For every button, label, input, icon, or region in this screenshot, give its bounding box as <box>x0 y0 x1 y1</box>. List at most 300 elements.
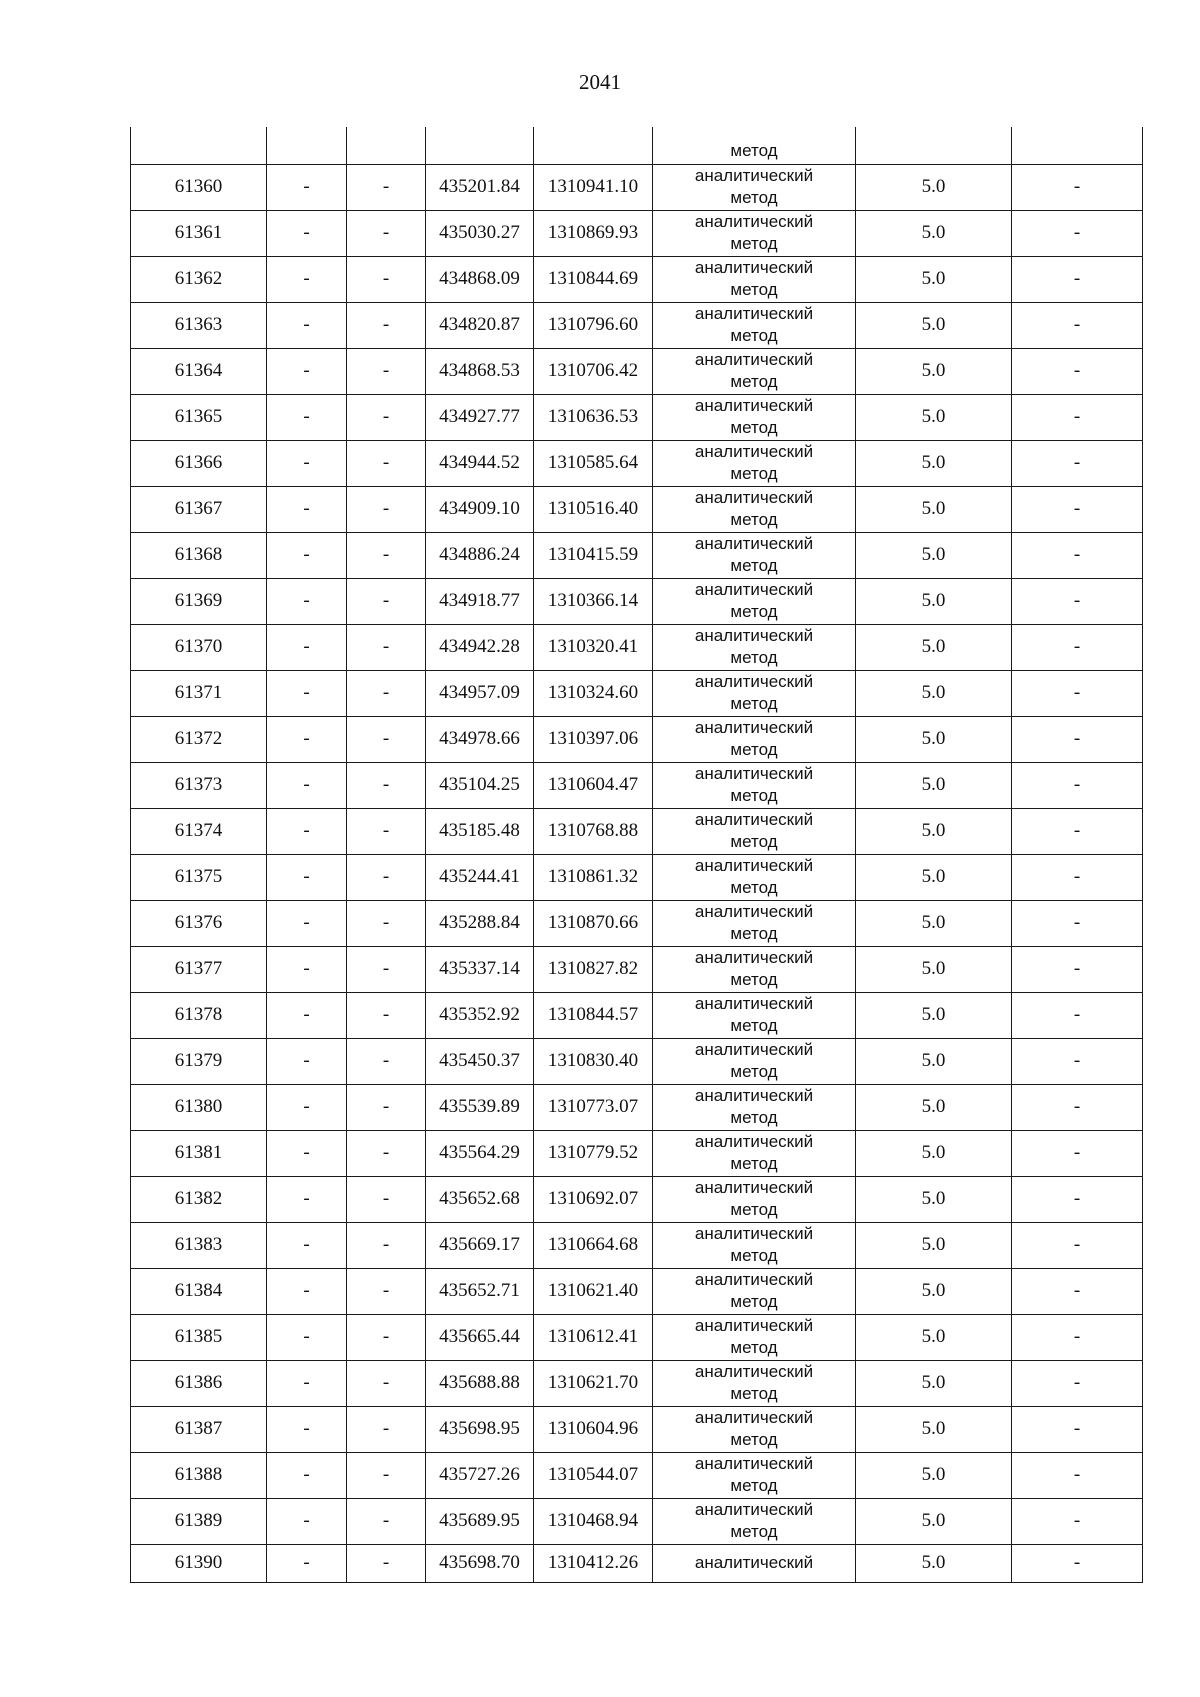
blank-cell: - <box>267 348 347 394</box>
point-number-cell: 61381 <box>131 1130 267 1176</box>
method-line-2: метод <box>730 924 778 943</box>
x-coordinate-cell: 435104.25 <box>426 762 534 808</box>
method-cell <box>653 808 856 854</box>
method-cell <box>653 946 856 992</box>
method-line-1: аналитический <box>694 488 814 507</box>
x-coordinate-cell: 435665.44 <box>426 1314 534 1360</box>
method-cell <box>653 394 856 440</box>
method-line-1: аналитический <box>694 350 814 369</box>
x-coordinate-cell: 435030.27 <box>426 210 534 256</box>
table-row <box>131 1452 1143 1498</box>
x-coordinate-cell: 435201.84 <box>426 164 534 210</box>
blank-cell: - <box>1012 1176 1143 1222</box>
blank-cell: - <box>1012 256 1143 302</box>
table-row-last <box>131 1544 1143 1582</box>
method-cell <box>653 348 856 394</box>
blank-cell: - <box>347 164 426 210</box>
x-coordinate-cell: 434868.53 <box>426 348 534 394</box>
x-coordinate-cell: 434942.28 <box>426 624 534 670</box>
method-line-2: метод <box>730 602 778 621</box>
blank-cell: - <box>267 808 347 854</box>
blank-cell: - <box>267 1360 347 1406</box>
blank-cell: - <box>1012 716 1143 762</box>
method-line-1: аналитический <box>694 1454 814 1473</box>
blank-cell: - <box>267 670 347 716</box>
point-number-cell: 61384 <box>131 1268 267 1314</box>
table-row <box>131 532 1143 578</box>
y-coordinate-cell: 1310844.69 <box>534 256 653 302</box>
accuracy-cell: 5.0 <box>856 1498 1012 1544</box>
blank-cell: - <box>347 256 426 302</box>
blank-cell: - <box>1012 302 1143 348</box>
method-line-1: аналитический <box>694 948 814 967</box>
y-coordinate-cell: 1310706.42 <box>534 348 653 394</box>
y-coordinate-cell: 1310324.60 <box>534 670 653 716</box>
method-cell <box>653 716 856 762</box>
accuracy-cell: 5.0 <box>856 624 1012 670</box>
blank-cell: - <box>267 624 347 670</box>
blank-cell: - <box>1012 670 1143 716</box>
y-coordinate-cell: 1310366.14 <box>534 578 653 624</box>
method-line-1: аналитический <box>694 1270 814 1289</box>
method-line-2: метод <box>730 1338 778 1357</box>
blank-cell: - <box>267 578 347 624</box>
method-cell <box>653 1498 856 1544</box>
table-row <box>131 1314 1143 1360</box>
method-line-1: аналитический <box>694 902 814 921</box>
point-number-cell: 61360 <box>131 164 267 210</box>
blank-cell: - <box>1012 624 1143 670</box>
blank-cell: - <box>267 1130 347 1176</box>
method-cell <box>653 762 856 808</box>
method-line-2: метод <box>730 418 778 437</box>
method-cell <box>653 256 856 302</box>
point-number-cell: 61374 <box>131 808 267 854</box>
table-row <box>131 624 1143 670</box>
x-coordinate-cell: 435352.92 <box>426 992 534 1038</box>
y-coordinate-cell: 1310412.26 <box>534 1544 653 1582</box>
y-coordinate-cell: 1310779.52 <box>534 1130 653 1176</box>
method-line-2: метод <box>730 878 778 897</box>
blank-cell: - <box>1012 1406 1143 1452</box>
method-line-1: аналитический <box>694 258 814 277</box>
accuracy-cell: 5.0 <box>856 854 1012 900</box>
method-line-2: метод <box>730 1108 778 1127</box>
method-cell <box>653 1084 856 1130</box>
blank-cell: - <box>347 854 426 900</box>
accuracy-cell: 5.0 <box>856 210 1012 256</box>
point-number-cell: 61390 <box>131 1544 267 1582</box>
blank-cell: - <box>267 992 347 1038</box>
blank-cell: - <box>267 256 347 302</box>
accuracy-cell: 5.0 <box>856 946 1012 992</box>
table-row <box>131 1038 1143 1084</box>
accuracy-cell: 5.0 <box>856 808 1012 854</box>
blank-cell: - <box>1012 486 1143 532</box>
method-cell: аналитический <box>653 1544 856 1582</box>
x-coordinate-cell: 435450.37 <box>426 1038 534 1084</box>
blank-cell: - <box>347 1130 426 1176</box>
method-line-2: метод <box>730 1016 778 1035</box>
y-coordinate-cell: 1310604.96 <box>534 1406 653 1452</box>
method-line-2: метод <box>730 648 778 667</box>
blank-cell: - <box>267 440 347 486</box>
point-number-cell: 61373 <box>131 762 267 808</box>
method-line-2: метод <box>730 1522 778 1541</box>
blank-cell: - <box>1012 164 1143 210</box>
method-cell <box>653 670 856 716</box>
accuracy-cell: 5.0 <box>856 1222 1012 1268</box>
table-row <box>131 992 1143 1038</box>
blank-cell: - <box>347 1406 426 1452</box>
point-number-cell: 61369 <box>131 578 267 624</box>
point-number-cell: 61361 <box>131 210 267 256</box>
x-coordinate-cell: 435698.70 <box>426 1544 534 1582</box>
table-body <box>131 127 1143 1582</box>
x-coordinate-cell: 435539.89 <box>426 1084 534 1130</box>
blank-cell: - <box>1012 900 1143 946</box>
blank-cell: - <box>1012 992 1143 1038</box>
point-number-cell: 61368 <box>131 532 267 578</box>
accuracy-cell: 5.0 <box>856 486 1012 532</box>
x-coordinate-cell: 435337.14 <box>426 946 534 992</box>
method-line-2: метод <box>730 326 778 345</box>
y-coordinate-cell: 1310664.68 <box>534 1222 653 1268</box>
x-coordinate-cell: 435689.95 <box>426 1498 534 1544</box>
method-line-2: метод <box>730 372 778 391</box>
blank-cell: - <box>347 1084 426 1130</box>
x-coordinate-cell: 435727.26 <box>426 1452 534 1498</box>
table-row <box>131 1360 1143 1406</box>
blank-cell: - <box>1012 946 1143 992</box>
table-row <box>131 1084 1143 1130</box>
blank-cell: - <box>347 716 426 762</box>
table-cell <box>426 127 534 164</box>
method-cell <box>653 1360 856 1406</box>
method-line-1: аналитический <box>694 718 814 737</box>
point-number-cell: 61388 <box>131 1452 267 1498</box>
method-cell <box>653 992 856 1038</box>
table-row <box>131 1498 1143 1544</box>
y-coordinate-cell: 1310941.10 <box>534 164 653 210</box>
method-cell <box>653 440 856 486</box>
blank-cell: - <box>1012 1038 1143 1084</box>
x-coordinate-cell: 435669.17 <box>426 1222 534 1268</box>
y-coordinate-cell: 1310768.88 <box>534 808 653 854</box>
blank-cell: - <box>267 164 347 210</box>
table-row <box>131 716 1143 762</box>
point-number-cell: 61385 <box>131 1314 267 1360</box>
table-cell <box>267 127 347 164</box>
method-line-2: метод <box>730 1246 778 1265</box>
method-cell <box>653 900 856 946</box>
blank-cell: - <box>1012 1268 1143 1314</box>
accuracy-cell: 5.0 <box>856 1406 1012 1452</box>
point-number-cell: 61376 <box>131 900 267 946</box>
method-line-1: аналитический <box>694 396 814 415</box>
blank-cell: - <box>1012 1084 1143 1130</box>
point-number-cell: 61377 <box>131 946 267 992</box>
method-line-1: аналитический <box>694 994 814 1013</box>
method-line-2: метод <box>730 1384 778 1403</box>
blank-cell: - <box>267 1314 347 1360</box>
blank-cell: - <box>1012 394 1143 440</box>
blank-cell: - <box>1012 348 1143 394</box>
blank-cell: - <box>267 210 347 256</box>
blank-cell: - <box>347 578 426 624</box>
accuracy-cell: 5.0 <box>856 1544 1012 1582</box>
blank-cell: - <box>347 1360 426 1406</box>
x-coordinate-cell: 435564.29 <box>426 1130 534 1176</box>
point-number-cell: 61386 <box>131 1360 267 1406</box>
y-coordinate-cell: 1310773.07 <box>534 1084 653 1130</box>
method-cell <box>653 854 856 900</box>
method-line-2: метод <box>730 970 778 989</box>
method-line-1: аналитический <box>694 212 814 231</box>
accuracy-cell: 5.0 <box>856 164 1012 210</box>
table-row <box>131 1130 1143 1176</box>
point-number-cell: 61379 <box>131 1038 267 1084</box>
blank-cell: - <box>267 1544 347 1582</box>
method-cell <box>653 624 856 670</box>
blank-cell: - <box>267 1452 347 1498</box>
accuracy-cell: 5.0 <box>856 348 1012 394</box>
y-coordinate-cell: 1310415.59 <box>534 532 653 578</box>
accuracy-cell: 5.0 <box>856 762 1012 808</box>
point-number-cell: 61370 <box>131 624 267 670</box>
table-row <box>131 670 1143 716</box>
point-number-cell: 61371 <box>131 670 267 716</box>
blank-cell: - <box>267 716 347 762</box>
blank-cell: - <box>347 210 426 256</box>
method-line-2: метод <box>730 280 778 299</box>
point-number-cell: 61365 <box>131 394 267 440</box>
y-coordinate-cell: 1310612.41 <box>534 1314 653 1360</box>
method-line-1: аналитический <box>694 672 814 691</box>
blank-cell: - <box>267 302 347 348</box>
blank-cell: - <box>1012 1452 1143 1498</box>
table-cell <box>1012 127 1143 164</box>
table-row <box>131 348 1143 394</box>
blank-cell: - <box>267 946 347 992</box>
x-coordinate-cell: 434957.09 <box>426 670 534 716</box>
blank-cell: - <box>1012 854 1143 900</box>
method-line-1: аналитический <box>694 1040 814 1059</box>
point-number-cell: 61378 <box>131 992 267 1038</box>
point-number-cell: 61364 <box>131 348 267 394</box>
y-coordinate-cell: 1310397.06 <box>534 716 653 762</box>
method-line-2: метод <box>730 1476 778 1495</box>
y-coordinate-cell: 1310869.93 <box>534 210 653 256</box>
blank-cell: - <box>347 1314 426 1360</box>
blank-cell: - <box>347 624 426 670</box>
table-row <box>131 1268 1143 1314</box>
x-coordinate-cell: 434978.66 <box>426 716 534 762</box>
method-cell <box>653 1452 856 1498</box>
blank-cell: - <box>267 486 347 532</box>
blank-cell: - <box>347 302 426 348</box>
point-number-cell: 61363 <box>131 302 267 348</box>
method-line-1: аналитический <box>694 442 814 461</box>
accuracy-cell: 5.0 <box>856 1084 1012 1130</box>
blank-cell: - <box>347 394 426 440</box>
table-row <box>131 164 1143 210</box>
blank-cell: - <box>347 900 426 946</box>
method-line-1: аналитический <box>694 764 814 783</box>
accuracy-cell: 5.0 <box>856 1176 1012 1222</box>
point-number-cell: 61366 <box>131 440 267 486</box>
method-line-1: аналитический <box>694 626 814 645</box>
table-cell <box>131 127 267 164</box>
method-cell <box>653 210 856 256</box>
method-line-2: метод <box>730 1292 778 1311</box>
x-coordinate-cell: 434909.10 <box>426 486 534 532</box>
method-line-2: метод <box>730 832 778 851</box>
y-coordinate-cell: 1310796.60 <box>534 302 653 348</box>
accuracy-cell: 5.0 <box>856 256 1012 302</box>
x-coordinate-cell: 435688.88 <box>426 1360 534 1406</box>
point-number-cell: 61389 <box>131 1498 267 1544</box>
method-line-2: метод <box>730 1154 778 1173</box>
x-coordinate-cell: 434918.77 <box>426 578 534 624</box>
accuracy-cell: 5.0 <box>856 1452 1012 1498</box>
accuracy-cell: 5.0 <box>856 1038 1012 1084</box>
x-coordinate-cell: 434944.52 <box>426 440 534 486</box>
accuracy-cell: 5.0 <box>856 992 1012 1038</box>
x-coordinate-cell: 435244.41 <box>426 854 534 900</box>
y-coordinate-cell: 1310830.40 <box>534 1038 653 1084</box>
blank-cell: - <box>1012 1314 1143 1360</box>
blank-cell: - <box>267 1038 347 1084</box>
table-row <box>131 808 1143 854</box>
blank-cell: - <box>1012 808 1143 854</box>
method-cell <box>653 1314 856 1360</box>
y-coordinate-cell: 1310468.94 <box>534 1498 653 1544</box>
method-line-2: метод <box>730 1430 778 1449</box>
accuracy-cell: 5.0 <box>856 1360 1012 1406</box>
blank-cell: - <box>347 440 426 486</box>
y-coordinate-cell: 1310585.64 <box>534 440 653 486</box>
table-cell <box>534 127 653 164</box>
table-row <box>131 900 1143 946</box>
method-line-1: аналитический <box>694 1408 814 1427</box>
point-number-cell: 61375 <box>131 854 267 900</box>
y-coordinate-cell: 1310604.47 <box>534 762 653 808</box>
method-line-2: метод <box>730 786 778 805</box>
method-cell <box>653 1222 856 1268</box>
blank-cell: - <box>1012 1544 1143 1582</box>
method-line-1: аналитический <box>694 856 814 875</box>
blank-cell: - <box>347 946 426 992</box>
table-row <box>131 946 1143 992</box>
blank-cell: - <box>1012 440 1143 486</box>
method-cell: метод <box>653 127 856 164</box>
y-coordinate-cell: 1310870.66 <box>534 900 653 946</box>
method-line-1: аналитический <box>694 810 814 829</box>
method-line-2: метод <box>730 1062 778 1081</box>
method-line-2: метод <box>730 556 778 575</box>
blank-cell: - <box>1012 210 1143 256</box>
y-coordinate-cell: 1310861.32 <box>534 854 653 900</box>
table-row <box>131 486 1143 532</box>
y-coordinate-cell: 1310692.07 <box>534 1176 653 1222</box>
blank-cell: - <box>347 670 426 716</box>
coordinates-table <box>130 127 1143 1583</box>
accuracy-cell: 5.0 <box>856 440 1012 486</box>
method-cell <box>653 302 856 348</box>
blank-cell: - <box>267 762 347 808</box>
page-number: 2041 <box>579 70 621 94</box>
accuracy-cell: 5.0 <box>856 716 1012 762</box>
method-cell <box>653 1130 856 1176</box>
blank-cell: - <box>267 394 347 440</box>
method-line-1: аналитический <box>694 1086 814 1105</box>
blank-cell: - <box>347 532 426 578</box>
y-coordinate-cell: 1310621.70 <box>534 1360 653 1406</box>
blank-cell: - <box>1012 1360 1143 1406</box>
point-number-cell: 61372 <box>131 716 267 762</box>
blank-cell: - <box>267 1222 347 1268</box>
method-line-1: аналитический <box>694 1362 814 1381</box>
blank-cell: - <box>347 486 426 532</box>
method-cell <box>653 1268 856 1314</box>
y-coordinate-cell: 1310621.40 <box>534 1268 653 1314</box>
x-coordinate-cell: 434820.87 <box>426 302 534 348</box>
method-line-2: метод <box>730 510 778 529</box>
method-line-1: аналитический <box>694 1178 814 1197</box>
method-line-2: метод <box>730 740 778 759</box>
method-line-1: аналитический <box>694 304 814 323</box>
method-line-1: аналитический <box>694 1316 814 1335</box>
y-coordinate-cell: 1310320.41 <box>534 624 653 670</box>
accuracy-cell: 5.0 <box>856 394 1012 440</box>
table-row <box>131 578 1143 624</box>
blank-cell: - <box>267 1176 347 1222</box>
blank-cell: - <box>347 1038 426 1084</box>
accuracy-cell: 5.0 <box>856 532 1012 578</box>
point-number-cell: 61362 <box>131 256 267 302</box>
blank-cell: - <box>267 1268 347 1314</box>
table-cell <box>347 127 426 164</box>
accuracy-cell: 5.0 <box>856 1268 1012 1314</box>
blank-cell: - <box>347 1544 426 1582</box>
method-cell <box>653 164 856 210</box>
x-coordinate-cell: 434927.77 <box>426 394 534 440</box>
y-coordinate-cell: 1310844.57 <box>534 992 653 1038</box>
y-coordinate-cell: 1310516.40 <box>534 486 653 532</box>
x-coordinate-cell: 435652.71 <box>426 1268 534 1314</box>
method-cell <box>653 1038 856 1084</box>
accuracy-cell: 5.0 <box>856 1314 1012 1360</box>
table-cell <box>856 127 1012 164</box>
method-cell <box>653 1176 856 1222</box>
table-row <box>131 1222 1143 1268</box>
blank-cell: - <box>347 1268 426 1314</box>
table-row <box>131 256 1143 302</box>
x-coordinate-cell: 435698.95 <box>426 1406 534 1452</box>
blank-cell: - <box>1012 578 1143 624</box>
method-line-2: метод <box>730 694 778 713</box>
accuracy-cell: 5.0 <box>856 670 1012 716</box>
x-coordinate-cell: 435185.48 <box>426 808 534 854</box>
blank-cell: - <box>267 1498 347 1544</box>
blank-cell: - <box>347 762 426 808</box>
blank-cell: - <box>1012 762 1143 808</box>
method-line-1: аналитический <box>694 580 814 599</box>
method-line-2: метод <box>730 188 778 207</box>
point-number-cell: 61367 <box>131 486 267 532</box>
table-row <box>131 394 1143 440</box>
